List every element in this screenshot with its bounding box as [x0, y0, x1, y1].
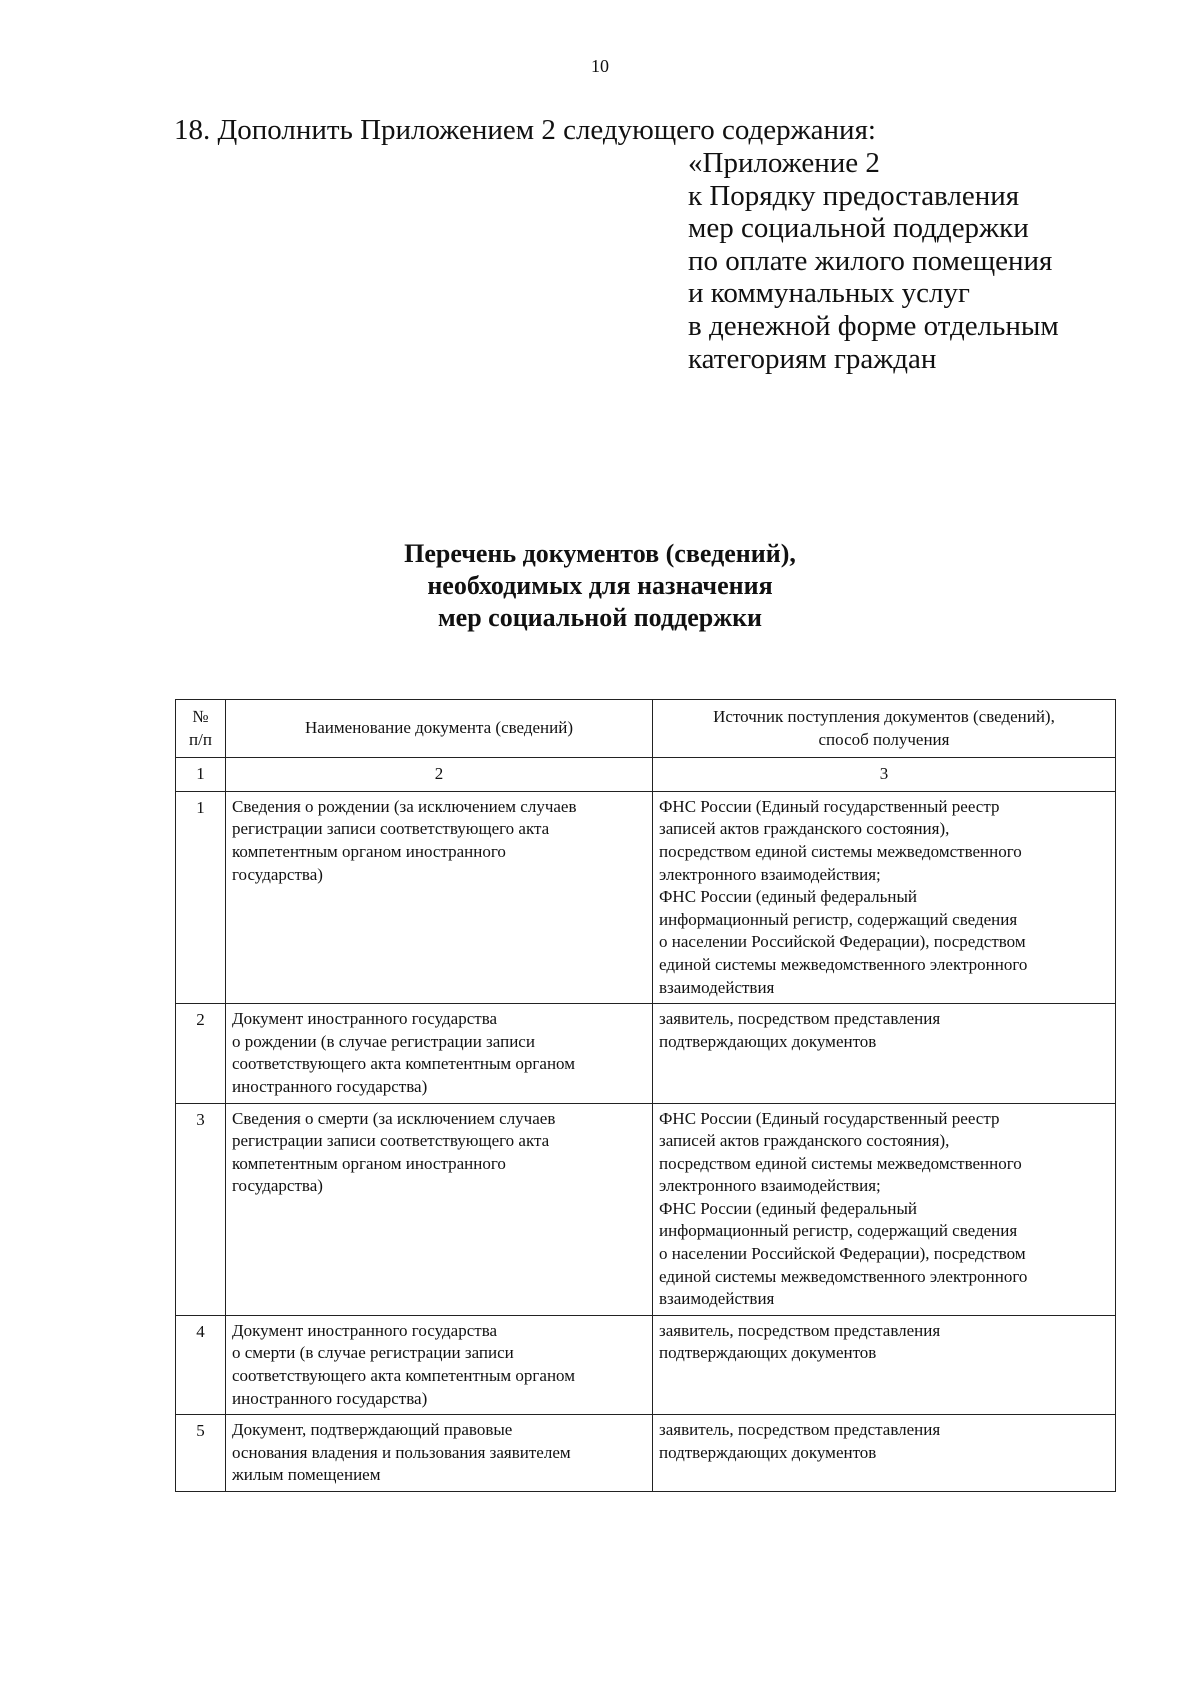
table-row: [176, 791, 1116, 1003]
page-number: 10: [591, 56, 609, 76]
title-line: необходимых для назначения: [427, 571, 773, 600]
document-title: [0, 538, 1200, 634]
appendix-ref-line: к Порядку предоставления: [688, 179, 1020, 212]
row-number: 2: [176, 1004, 226, 1103]
table-row: [176, 1103, 1116, 1315]
documents-table: [175, 699, 1116, 1492]
header-document-name: Наименование документа (сведений): [226, 700, 653, 758]
row-number: 1: [176, 791, 226, 1003]
appendix-ref-line: и коммунальных услуг: [688, 277, 970, 310]
appendix-ref-line: в денежной форме отдельным: [688, 309, 1059, 342]
column-index: 1: [176, 758, 226, 792]
appendix-ref-line: по оплате жилого помещения: [688, 244, 1053, 277]
appendix-ref-line: мер социальной поддержки: [688, 212, 1029, 245]
document-name: Документ иностранного государства о рождении (в случае регистрации записи соответствующего акта компетентным органом иностранного государства): [226, 1004, 653, 1103]
table-header-row: [176, 700, 1116, 758]
row-number: 5: [176, 1415, 226, 1492]
table-row: [176, 1315, 1116, 1414]
table-row: [176, 1004, 1116, 1103]
column-index-row: [176, 758, 1116, 792]
appendix-ref-line: «Приложение 2: [688, 147, 880, 179]
document-name: Документ, подтверждающий правовые основания владения и пользования заявителем жилым помещением: [226, 1415, 653, 1492]
document-name: Сведения о рождении (за исключением случаев регистрации записи соответствующего акта компетентным органом иностранного государства): [226, 791, 653, 1003]
document-source: заявитель, посредством представления подтверждающих документов: [653, 1004, 1116, 1103]
row-number: 4: [176, 1315, 226, 1414]
document-name: Сведения о смерти (за исключением случаев регистрации записи соответствующего акта компетентным органом иностранного государства): [226, 1103, 653, 1315]
row-number: 3: [176, 1103, 226, 1315]
title-line: Перечень документов (сведений),: [404, 539, 796, 568]
header-number: № п/п: [176, 700, 226, 758]
amendment-intro: 18. Дополнить Приложением 2 следующего содержания:: [174, 114, 876, 146]
title-line: мер социальной поддержки: [437, 603, 763, 632]
column-index: 2: [226, 758, 653, 792]
table-row: [176, 1415, 1116, 1492]
appendix-ref-line: категориям граждан: [688, 342, 937, 375]
document-source: ФНС России (Единый государственный реестр записей актов гражданского состояния), посредством единой системы межведомственного электронного взаимодействия; ФНС России (единый федеральный информационный регистр, содержащий сведения о населении Российской Федерации), посредством единой системы межведомственного электронного взаимодействия: [653, 791, 1116, 1003]
document-source: заявитель, посредством представления подтверждающих документов: [653, 1415, 1116, 1492]
header-source: Источник поступления документов (сведений), способ получения: [653, 700, 1116, 758]
document-source: заявитель, посредством представления подтверждающих документов: [653, 1315, 1116, 1414]
document-source: ФНС России (Единый государственный реестр записей актов гражданского состояния), посредством единой системы межведомственного электронного взаимодействия; ФНС России (единый федеральный информационный регистр, содержащий сведения о населении Российской Федерации), посредством единой системы межведомственного электронного взаимодействия: [653, 1103, 1116, 1315]
column-index: 3: [653, 758, 1116, 792]
document-name: Документ иностранного государства о смерти (в случае регистрации записи соответствующего акта компетентным органом иностранного государства): [226, 1315, 653, 1414]
appendix-reference: [688, 147, 1059, 375]
